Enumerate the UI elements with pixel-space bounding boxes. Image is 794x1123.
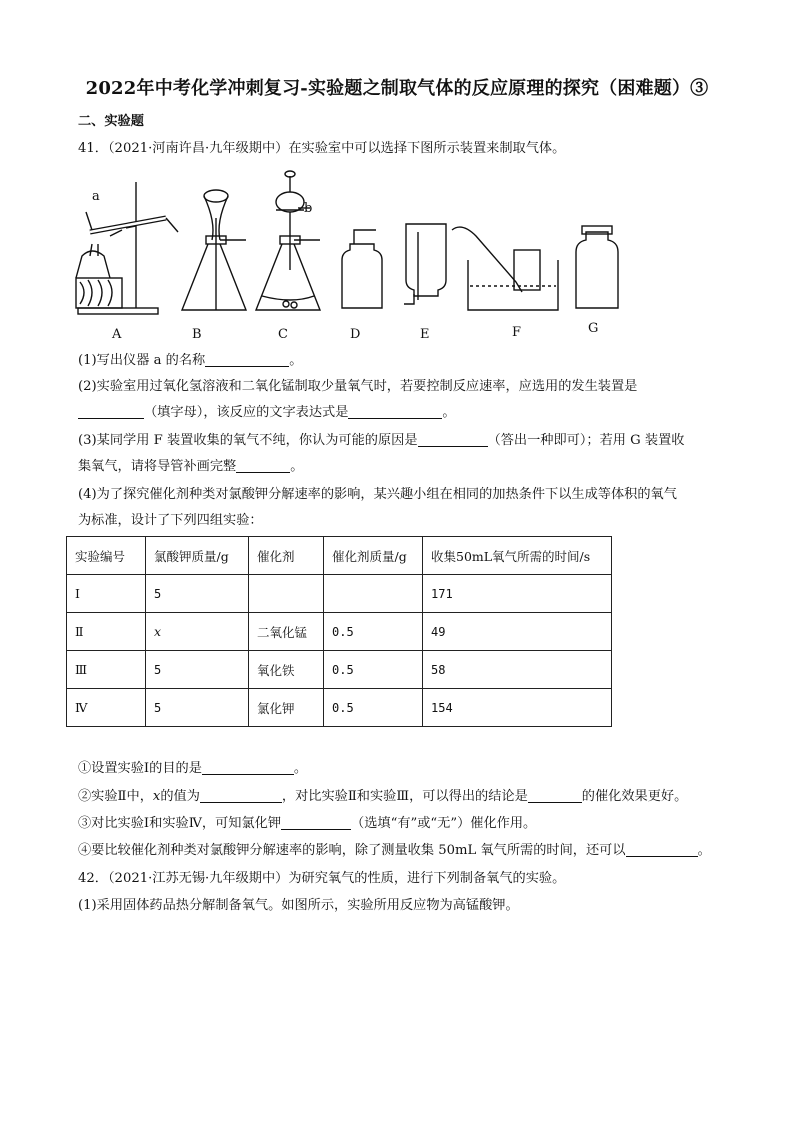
apparatus-label-e: E xyxy=(420,327,430,342)
answer-blank[interactable] xyxy=(418,432,488,447)
table-row xyxy=(67,689,612,727)
table-header: 催化剂 xyxy=(249,537,324,575)
q41-part4-line2: 为标准，设计了下列四组实验： xyxy=(78,513,263,528)
table-cell: 5 xyxy=(146,689,249,727)
answer-blank[interactable] xyxy=(202,760,294,775)
apparatus-label-b: B xyxy=(192,327,202,342)
q41-part4-line1: (4)为了探究催化剂种类对氯酸钾分解速率的影响，某兴趣小组在相同的加热条件下以生成等体积的氧气 xyxy=(78,487,677,502)
table-cell: Ⅰ xyxy=(67,575,146,613)
page-title: 2022年中考化学冲刺复习-实验题之制取气体的反应原理的探究（困难题）③ xyxy=(85,78,709,99)
experiment-table xyxy=(66,536,612,727)
q41-sub4: ④要比较催化剂种类对氯酸钾分解速率的影响，除了测量收集 50mL 氧气所需的时间，还可以 。 xyxy=(78,843,711,858)
table-cell: x xyxy=(146,613,249,651)
table-cell: Ⅲ xyxy=(67,651,146,689)
table-header: 实验编号 xyxy=(67,537,146,575)
table-header: 氯酸钾质量/g xyxy=(146,537,249,575)
table-header-row xyxy=(67,537,612,575)
table-row xyxy=(67,651,612,689)
table-cell: 154 xyxy=(423,689,612,727)
answer-blank[interactable] xyxy=(348,404,442,419)
table-cell: Ⅱ xyxy=(67,613,146,651)
table-cell: 58 xyxy=(423,651,612,689)
table-header: 收集50mL氧气所需的时间/s xyxy=(423,537,612,575)
table-cell: 5 xyxy=(146,575,249,613)
q41-sub3: ③对比实验Ⅰ和实验Ⅳ，可知氯化钾 （选填“有”或“无”）催化作用。 xyxy=(78,816,537,831)
apparatus-g xyxy=(576,226,618,308)
section-heading: 二、实验题 xyxy=(78,114,144,129)
answer-blank[interactable] xyxy=(528,788,582,803)
answer-blank[interactable] xyxy=(205,352,289,367)
apparatus-label-d: D xyxy=(350,327,361,342)
table-cell: 二氧化锰 xyxy=(249,613,324,651)
apparatus-c xyxy=(256,171,320,310)
q41-part2-line1: (2)实验室用过氧化氢溶液和二氧化锰制取少量氧气时，若要控制反应速率，应选用的发生装置是 xyxy=(78,379,638,394)
table-row xyxy=(67,613,612,651)
apparatus-label-g: G xyxy=(588,321,599,336)
answer-blank[interactable] xyxy=(78,404,144,419)
apparatus-e xyxy=(404,224,446,304)
table-cell: 171 xyxy=(423,575,612,613)
table-cell: 5 xyxy=(146,651,249,689)
answer-blank[interactable] xyxy=(200,788,282,803)
table-cell xyxy=(249,575,324,613)
q41-sub1: ①设置实验Ⅰ的目的是 。 xyxy=(78,761,308,776)
apparatus-b xyxy=(182,190,246,310)
table-cell: 0.5 xyxy=(324,689,423,727)
table-cell: 氯化钾 xyxy=(249,689,324,727)
apparatus-label-f: F xyxy=(512,325,522,340)
table-cell: Ⅳ xyxy=(67,689,146,727)
label-b: b xyxy=(304,201,313,216)
q41-sub2: ②实验Ⅱ中，x的值为 ，对比实验Ⅱ和实验Ⅲ，可以得出的结论是 的催化效果更好。 xyxy=(78,789,688,804)
table-cell xyxy=(324,575,423,613)
table-header: 催化剂质量/g xyxy=(324,537,423,575)
q42-part1: (1)采用固体药品热分解制备氧气。如图所示，实验所用反应物为高锰酸钾。 xyxy=(78,898,519,913)
table-cell: 49 xyxy=(423,613,612,651)
q41-part3-line1: (3)某同学用 F 装置收集的氧气不纯，你认为可能的原因是 （答出一种即可）；若用 G 装置收 xyxy=(78,433,685,448)
q41-part3-line2: 集氧气，请将导管补画完整 。 xyxy=(78,459,304,474)
q41-part2-line2: （填字母），该反应的文字表达式是 。 xyxy=(78,404,456,422)
table-cell: 0.5 xyxy=(324,651,423,689)
table-row xyxy=(67,575,612,613)
table-cell: 氧化铁 xyxy=(249,651,324,689)
apparatus-label-a: A xyxy=(112,327,122,342)
answer-blank[interactable] xyxy=(626,842,698,857)
q41-stem: 41．（2021·河南许昌·九年级期中）在实验室中可以选择下图所示装置来制取气体。 xyxy=(78,141,566,156)
apparatus-label-c: C xyxy=(278,327,288,342)
q41-part1: (1)写出仪器 a 的名称 。 xyxy=(78,353,303,368)
table-cell: 0.5 xyxy=(324,613,423,651)
answer-blank[interactable] xyxy=(236,458,290,473)
q42-stem: 42．（2021·江苏无锡·九年级期中）为研究氧气的性质，进行下列制备氧气的实验。 xyxy=(78,871,566,886)
apparatus-figure xyxy=(70,162,650,344)
apparatus-d xyxy=(342,230,382,308)
apparatus-f xyxy=(452,227,558,310)
answer-blank[interactable] xyxy=(281,815,351,830)
label-a: a xyxy=(92,189,100,204)
